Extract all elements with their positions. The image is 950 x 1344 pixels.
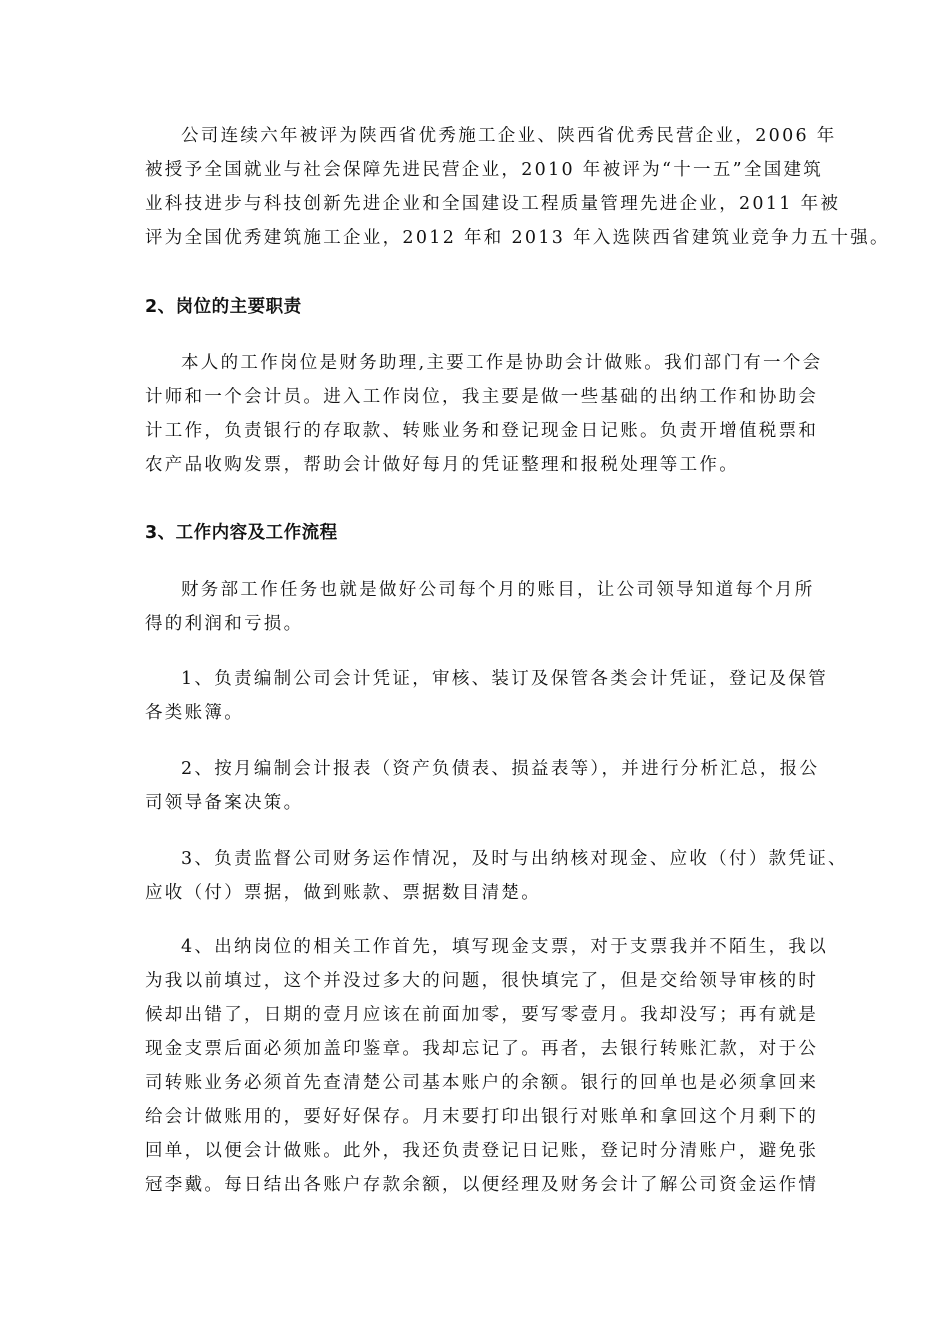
text-line: 候却出错了，日期的壹月应该在前面加零，要写零壹月。我却没写；再有就是	[145, 1005, 819, 1025]
text-line: 2、按月编制会计报表（资产负债表、损益表等），并进行分析汇总，报公	[181, 759, 820, 779]
paragraph-company-honors	[145, 119, 890, 255]
text-line: 回单，以便会计做账。此外，我还负责登记日记账，登记时分清账户，避免张	[145, 1141, 819, 1161]
paragraph-item-4	[145, 930, 829, 1202]
text-line: 计工作，负责银行的存取款、转账业务和登记现金日记账。负责开增值税票和	[145, 421, 819, 441]
paragraph-item-1	[145, 662, 829, 730]
text-line: 本人的工作岗位是财务助理,主要工作是协助会计做账。我们部门有一个会	[181, 353, 823, 373]
text-line: 3、负责监督公司财务运作情况，及时与出纳核对现金、应收（付）款凭证、	[181, 849, 848, 869]
paragraph-finance-tasks	[145, 573, 815, 641]
text-line: 应收（付）票据，做到账款、票据数目清楚。	[145, 883, 541, 903]
text-line: 1、负责编制公司会计凭证，审核、装订及保管各类会计凭证，登记及保管	[181, 669, 829, 689]
text-line: 评为全国优秀建筑施工企业，2012 年和 2013 年入选陕西省建筑业竞争力五十强。	[145, 228, 890, 248]
text-line: 现金支票后面必须加盖印鉴章。我却忘记了。再者，去银行转账汇款，对于公	[145, 1039, 819, 1059]
text-line: 财务部工作任务也就是做好公司每个月的账目，让公司领导知道每个月所	[181, 580, 815, 600]
text-line: 得的利润和亏损。	[145, 614, 304, 634]
text-line: 农产品收购发票，帮助会计做好每月的凭证整理和报税处理等工作。	[145, 455, 739, 475]
paragraph-item-3	[145, 842, 848, 910]
text-line: 司领导备案决策。	[145, 793, 304, 813]
text-line: 司转账业务必须首先查清楚公司基本账户的余额。银行的回单也是必须拿回来	[145, 1073, 819, 1093]
text-line: 4、出纳岗位的相关工作首先，填写现金支票，对于支票我并不陌生，我以	[181, 937, 829, 957]
text-line: 各类账簿。	[145, 703, 244, 723]
paragraph-item-2	[145, 752, 820, 820]
text-line: 被授予全国就业与社会保障先进民营企业，2010 年被评为“十一五”全国建筑	[145, 160, 824, 180]
paragraph-job-duties	[145, 346, 823, 482]
text-line: 冠李戴。每日结出各账户存款余额，以便经理及财务会计了解公司资金运作情	[145, 1175, 819, 1195]
section-heading-duties: 2、岗位的主要职责	[145, 297, 302, 317]
section-heading-work-content: 3、工作内容及工作流程	[145, 523, 338, 543]
text-line: 给会计做账用的，要好好保存。月末要打印出银行对账单和拿回这个月剩下的	[145, 1107, 819, 1127]
text-line: 业科技进步与科技创新先进企业和全国建设工程质量管理先进企业，2011 年被	[145, 194, 841, 214]
text-line: 公司连续六年被评为陕西省优秀施工企业、陕西省优秀民营企业，2006 年	[181, 126, 837, 146]
text-line: 为我以前填过，这个并没过多大的问题，很快填完了，但是交给领导审核的时	[145, 971, 819, 991]
text-line: 计师和一个会计员。进入工作岗位，我主要是做一些基础的出纳工作和协助会	[145, 387, 819, 407]
